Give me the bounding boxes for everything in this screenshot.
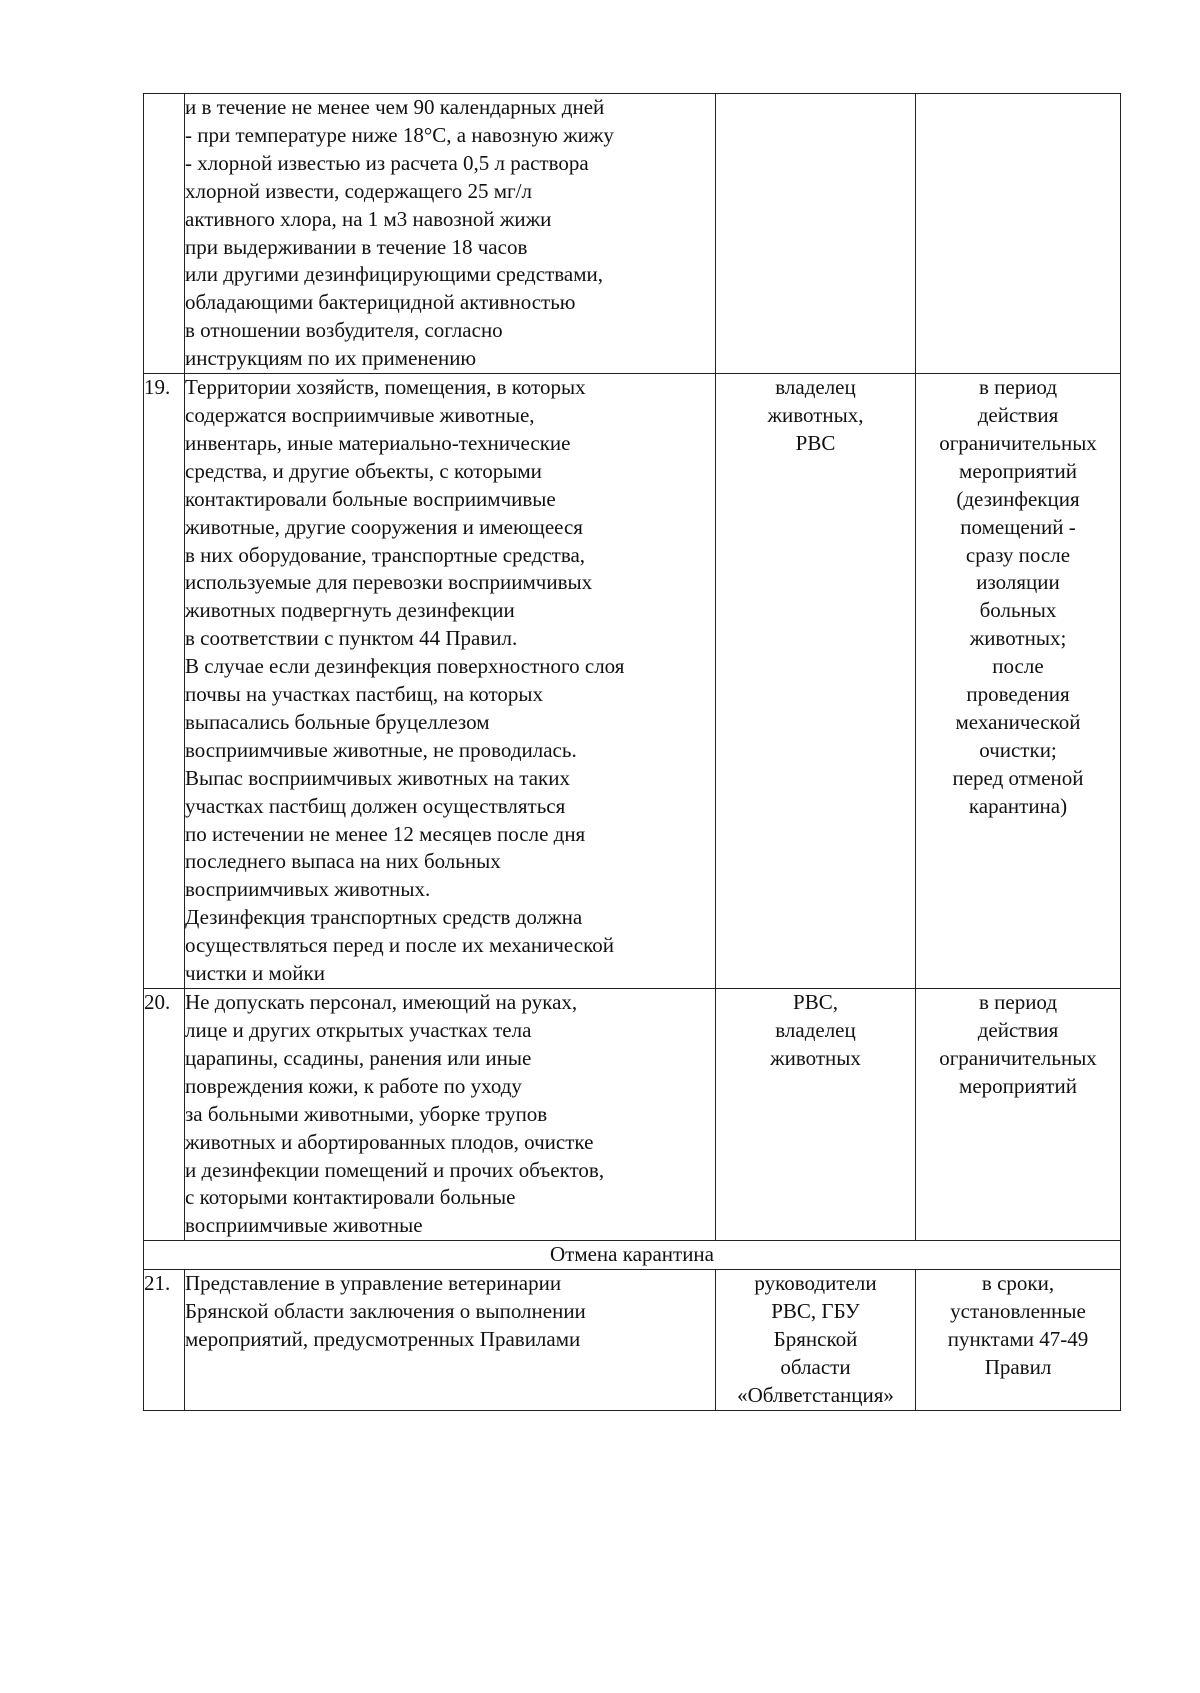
table-row bbox=[144, 1270, 1121, 1411]
responsible-text: владелец животных, РВС bbox=[767, 375, 864, 455]
deadline-text: в период действия ограничительных мероприятий bbox=[939, 990, 1097, 1098]
table-row bbox=[144, 94, 1121, 374]
deadline-cell bbox=[916, 94, 1121, 374]
measure-description bbox=[185, 94, 716, 374]
responsible-text: РВС, владелец животных bbox=[770, 990, 861, 1070]
row-number: 19. bbox=[144, 374, 185, 989]
measure-description bbox=[185, 374, 716, 989]
description-paragraph: Территории хозяйств, помещения, в которых содержатся восприимчивые животные, инвентарь, иные материально-технические средства, и другие объекты, с которыми контактировали больные восприимчивые животные, другие сооружения и имеющееся в них оборудование, транспортные средства, используемые для перевозки восприимчивых животных подвергнуть дезинфекции в соответствии с пунктом 44 Правил. bbox=[185, 375, 593, 651]
description-paragraph: Дезинфекция транспортных средств должна осуществляться перед и после их механической чистки и мойки bbox=[185, 905, 614, 986]
section-header-row bbox=[144, 1241, 1121, 1270]
row-number bbox=[144, 94, 185, 374]
description-paragraph: Представление в управление ветеринарии Брянской области заключения о выполнении мероприятий, предусмотренных Правилами bbox=[185, 1271, 586, 1351]
row-number: 20. bbox=[144, 989, 185, 1241]
responsible-cell bbox=[716, 374, 916, 989]
responsible-cell bbox=[716, 989, 916, 1241]
deadline-cell bbox=[916, 989, 1121, 1241]
measure-description bbox=[185, 989, 716, 1241]
deadline-text: в период действия ограничительных мероприятий (дезинфекция помещений - сразу после изоляции больных животных; после проведения механической очистки; перед отменой карантина) bbox=[939, 375, 1097, 818]
table-row bbox=[144, 374, 1121, 989]
responsible-cell bbox=[716, 1270, 916, 1411]
section-title: Отмена карантина bbox=[144, 1241, 1121, 1270]
deadline-cell bbox=[916, 374, 1121, 989]
row-number: 21. bbox=[144, 1270, 185, 1411]
description-paragraph: В случае если дезинфекция поверхностного слоя почвы на участках пастбищ, на которых выпасались больные бруцеллезом восприимчивые животные, не проводилась. Выпас восприимчивых животных на таких участках пастбищ должен осуществляться по истечении не менее 12 месяцев после дня последнего выпаса на них больных восприимчивых животных. bbox=[185, 654, 625, 902]
description-paragraph: и в течение не менее чем 90 календарных дней - при температуре ниже 18°С, а навозную жижу - хлорной известью из расчета 0,5 л раствора хлорной извести, содержащего 25 мг/л активного хлора, на 1 м3 навозной жижи при выдерживании в течение 18 часов или другими дезинфицирующими средствами, обладающими бактерицидной активностью в отношении возбудителя, согласно инструкциям по их применению bbox=[185, 95, 614, 371]
measure-description bbox=[185, 1270, 716, 1411]
responsible-cell bbox=[716, 94, 916, 374]
measures-table bbox=[143, 93, 1121, 1411]
responsible-text: руководители РВС, ГБУ Брянской области «Облветстанция» bbox=[737, 1271, 894, 1407]
deadline-cell bbox=[916, 1270, 1121, 1411]
deadline-text: в сроки, установленные пунктами 47-49 Правил bbox=[947, 1271, 1089, 1379]
description-paragraph: Не допускать персонал, имеющий на руках, лице и других открытых участках тела царапины, ссадины, ранения или иные повреждения кожи, к работе по уходу за больными животными, уборке трупов животных и абортированных плодов, очистке и дезинфекции помещений и прочих объектов, с которыми контактировали больные восприимчивые животные bbox=[185, 990, 605, 1238]
table-row bbox=[144, 989, 1121, 1241]
